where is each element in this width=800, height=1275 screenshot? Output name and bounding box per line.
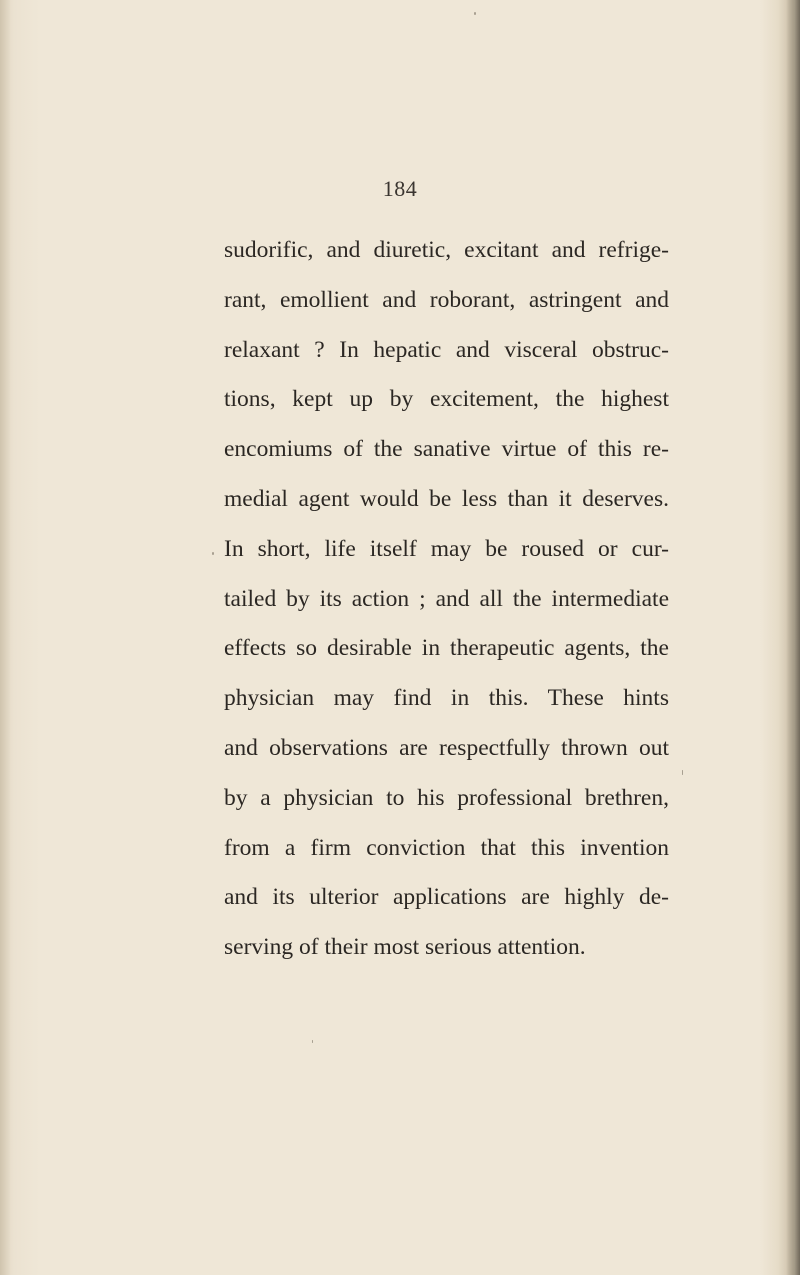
text-line: tailed by its action ; and all the intermediate	[224, 585, 669, 612]
text-line: effects so desirable in therapeutic agents, the	[224, 635, 669, 662]
text-line: and its ulterior applications are highly de-	[224, 884, 669, 911]
text-line: serving of their most serious attention.	[224, 934, 586, 961]
paper-speck	[312, 1040, 313, 1043]
text-line: and observations are respectfully thrown out	[224, 734, 669, 761]
paper-speck	[474, 12, 476, 15]
text-line: encomiums of the sanative virtue of this re-	[224, 436, 669, 463]
text-line: physician may find in this. These hints	[224, 685, 669, 712]
text-line: sudorific, and diuretic, excitant and refrige-	[224, 237, 669, 263]
text-line: tions, kept up by excitement, the highest	[224, 386, 669, 413]
paper-speck	[212, 552, 214, 555]
text-line: from a firm conviction that this invention	[224, 834, 669, 861]
page-number: 184	[382, 176, 418, 201]
text-line: relaxant ? In hepatic and visceral obstruc-	[224, 336, 669, 363]
text-line: medial agent would be less than it deserves.	[224, 485, 669, 512]
body-text	[224, 226, 669, 973]
text-line: by a physician to his professional brethren,	[224, 784, 669, 811]
text-line: In short, life itself may be roused or cur-	[224, 535, 669, 562]
text-line: rant, emollient and roborant, astringent and	[224, 286, 669, 313]
paper-speck	[682, 770, 683, 775]
